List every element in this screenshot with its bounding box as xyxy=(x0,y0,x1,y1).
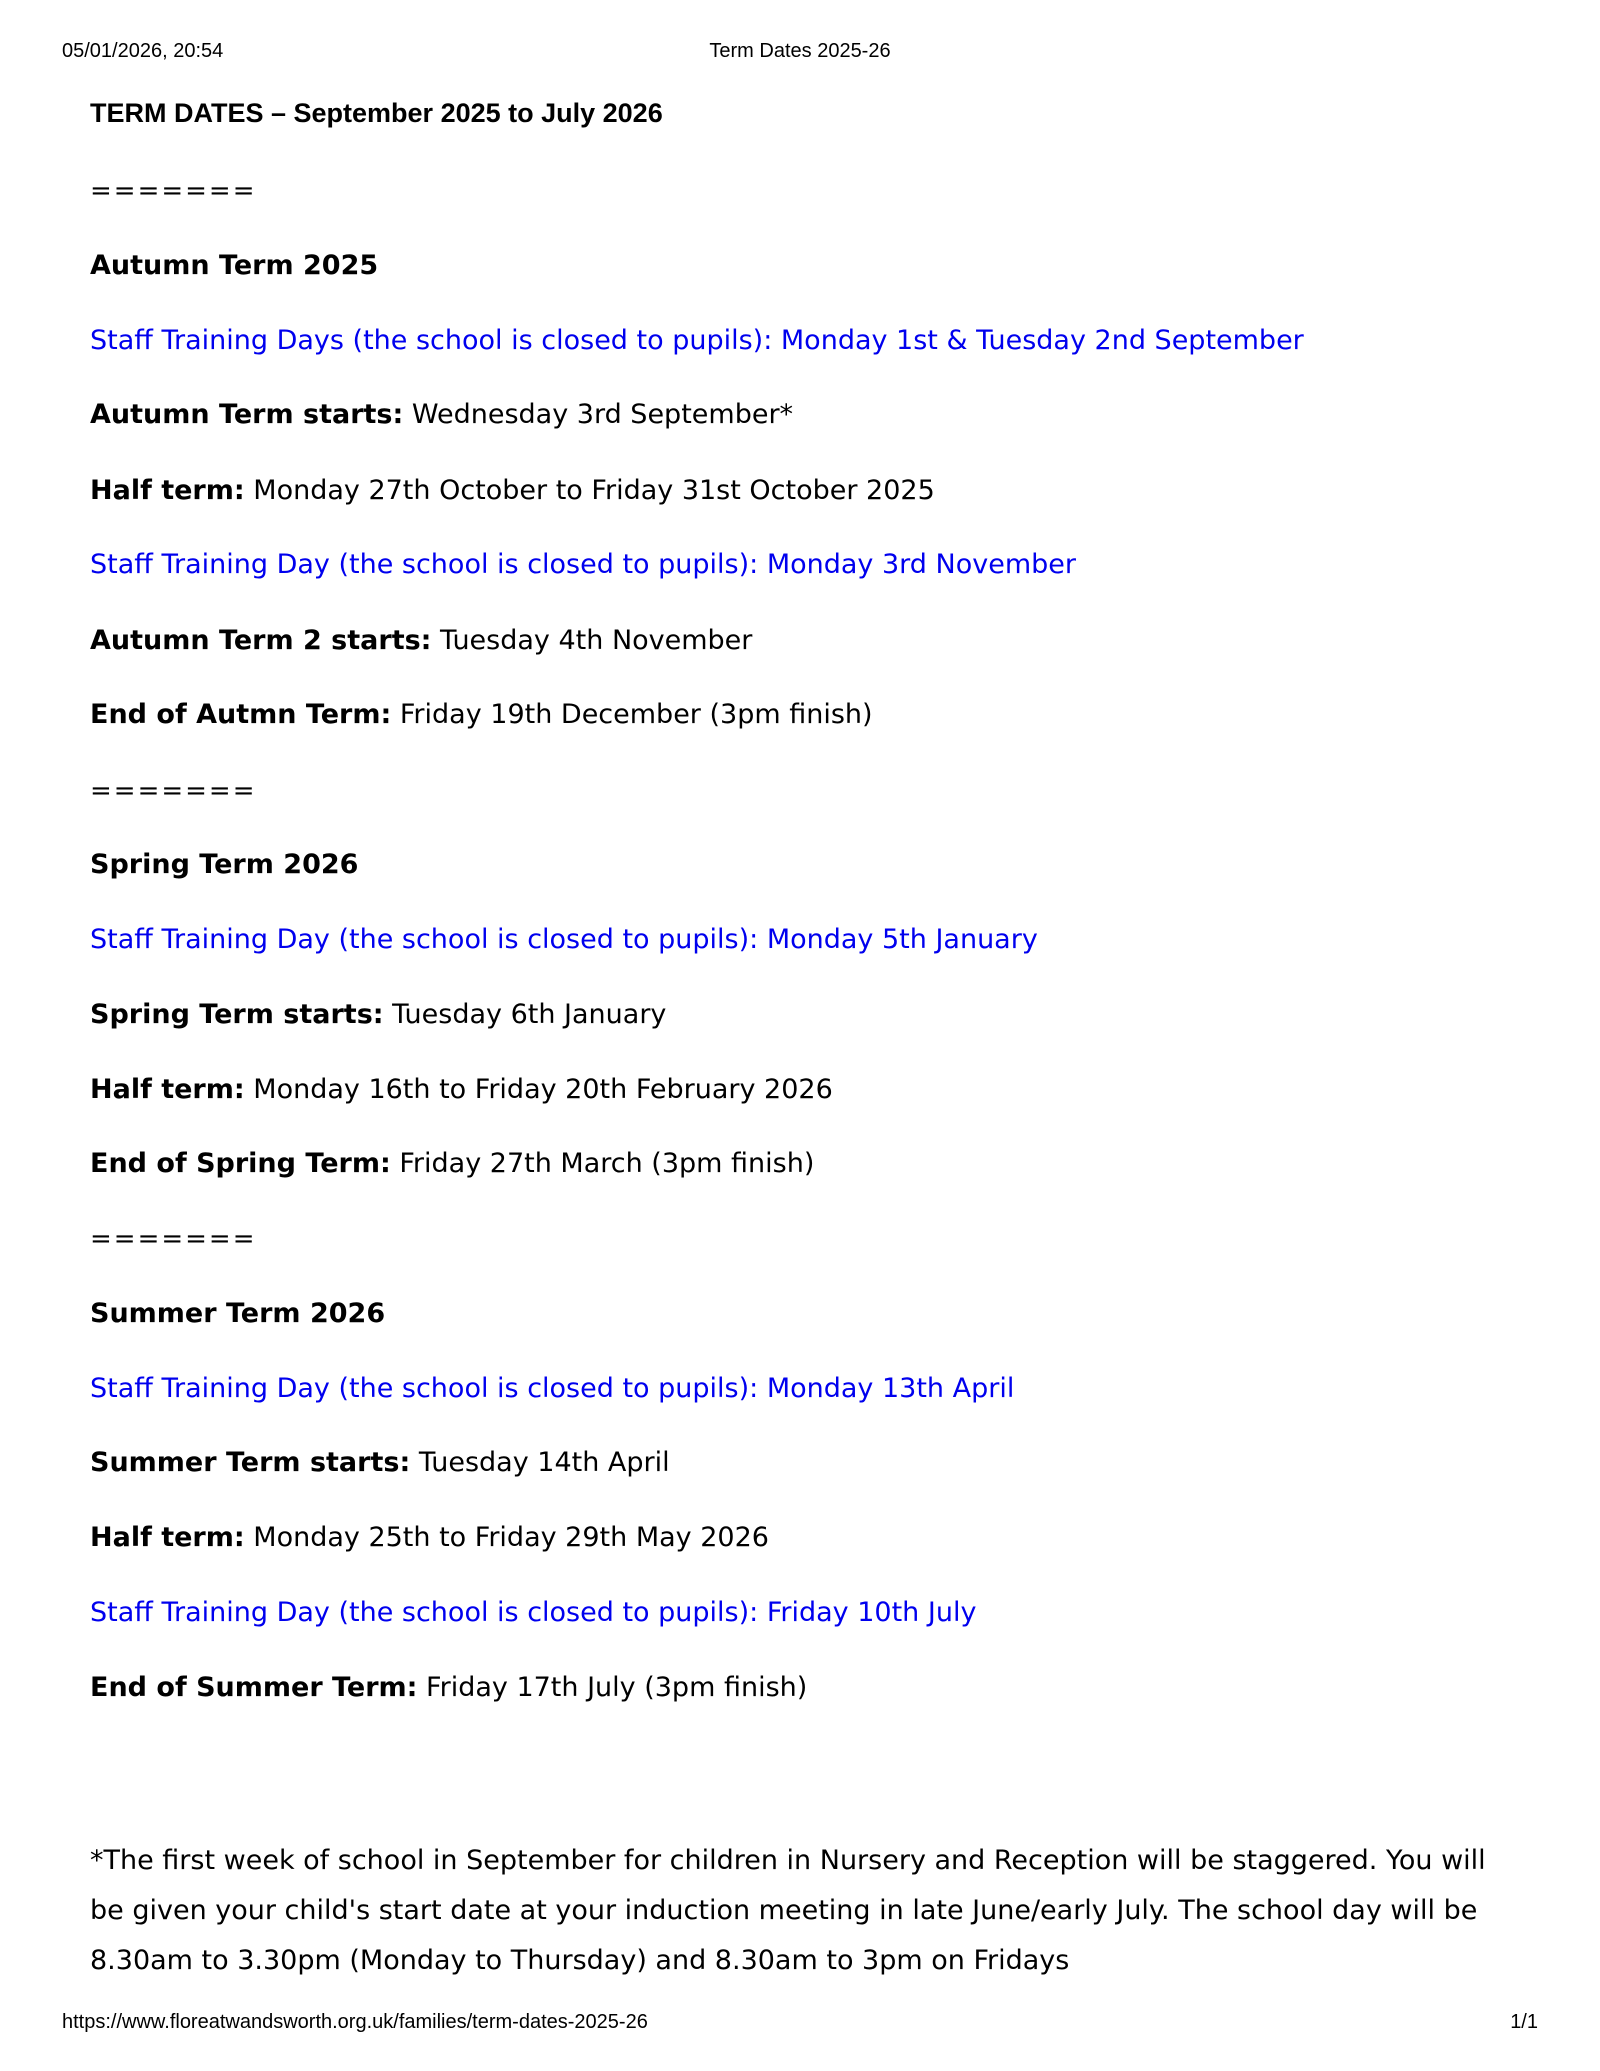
spring-half-term-value: Monday 16th to Friday 20th February 2026 xyxy=(244,1074,833,1105)
spring-starts xyxy=(90,998,666,1032)
autumn-half-term xyxy=(90,474,935,508)
footnote: *The first week of school in September for children in Nursery and Reception will be staggered. You will be given your child's start date at your induction meeting in late June/early July. The school day will be 8.30am to 3.30pm (Monday to Thursday) and 8.30am to 3pm on Fridays xyxy=(90,1845,1486,1976)
spring-half-term xyxy=(90,1073,833,1107)
summer-half-term-label: Half term: xyxy=(90,1522,245,1553)
autumn-end-value: Friday 19th December (3pm finish) xyxy=(391,699,873,730)
spring-starts-label: Spring Term starts: xyxy=(90,999,384,1030)
summer-half-term-value: Monday 25th to Friday 29th May 2026 xyxy=(244,1522,769,1553)
page-number: 1/1 xyxy=(1510,2011,1538,2033)
autumn-term-2-value: Tuesday 4th November xyxy=(431,625,753,656)
separator: ======= xyxy=(90,776,257,806)
autumn-half-term-value: Monday 27th October to Friday 31st October 2025 xyxy=(244,475,935,506)
page-url: https://www.floreatwandsworth.org.uk/families/term-dates-2025-26 xyxy=(62,2011,648,2033)
autumn-starts xyxy=(90,398,793,432)
autumn-training-days: Staff Training Days (the school is closed to pupils): Monday 1st & Tuesday 2nd September xyxy=(90,325,1304,356)
document-title: TERM DATES – September 2025 to July 2026 xyxy=(90,98,663,128)
spring-end-label: End of Spring Term: xyxy=(90,1148,391,1179)
summer-starts xyxy=(90,1446,670,1480)
spring-end-value: Friday 27th March (3pm finish) xyxy=(390,1148,815,1179)
spring-starts-value: Tuesday 6th January xyxy=(383,999,667,1030)
autumn-end-label: End of Autmn Term: xyxy=(90,699,392,730)
autumn-term-2-starts xyxy=(90,624,752,658)
summer-half-term xyxy=(90,1521,769,1555)
summer-end xyxy=(90,1671,807,1705)
autumn-heading: Autumn Term 2025 xyxy=(90,250,379,281)
autumn-end xyxy=(90,698,873,732)
autumn-term-2-label: Autumn Term 2 starts: xyxy=(90,625,432,656)
summer-starts-label: Summer Term starts: xyxy=(90,1447,411,1478)
spring-training-day: Staff Training Day (the school is closed to pupils): Monday 5th January xyxy=(90,924,1038,955)
spring-end xyxy=(90,1147,814,1181)
spring-half-term-label: Half term: xyxy=(90,1074,245,1105)
spring-heading: Spring Term 2026 xyxy=(90,849,359,880)
summer-starts-value: Tuesday 14th April xyxy=(410,1447,670,1478)
separator: ======= xyxy=(90,176,257,206)
summer-end-value: Friday 17th July (3pm finish) xyxy=(417,1672,808,1703)
autumn-starts-value: Wednesday 3rd September* xyxy=(403,399,794,430)
print-header xyxy=(62,40,1538,66)
autumn-starts-label: Autumn Term starts: xyxy=(90,399,404,430)
separator: ======= xyxy=(90,1224,257,1254)
summer-training-day-2: Staff Training Day (the school is closed to pupils): Friday 10th July xyxy=(90,1597,977,1628)
print-footer xyxy=(62,2011,1538,2037)
autumn-half-term-label: Half term: xyxy=(90,475,245,506)
autumn-training-day-2: Staff Training Day (the school is closed to pupils): Monday 3rd November xyxy=(90,549,1076,580)
print-page-title: Term Dates 2025-26 xyxy=(709,40,891,62)
print-timestamp: 05/01/2026, 20:54 xyxy=(62,40,224,62)
summer-heading: Summer Term 2026 xyxy=(90,1298,386,1329)
summer-training-day: Staff Training Day (the school is closed to pupils): Monday 13th April xyxy=(90,1373,1015,1404)
summer-end-label: End of Summer Term: xyxy=(90,1672,418,1703)
